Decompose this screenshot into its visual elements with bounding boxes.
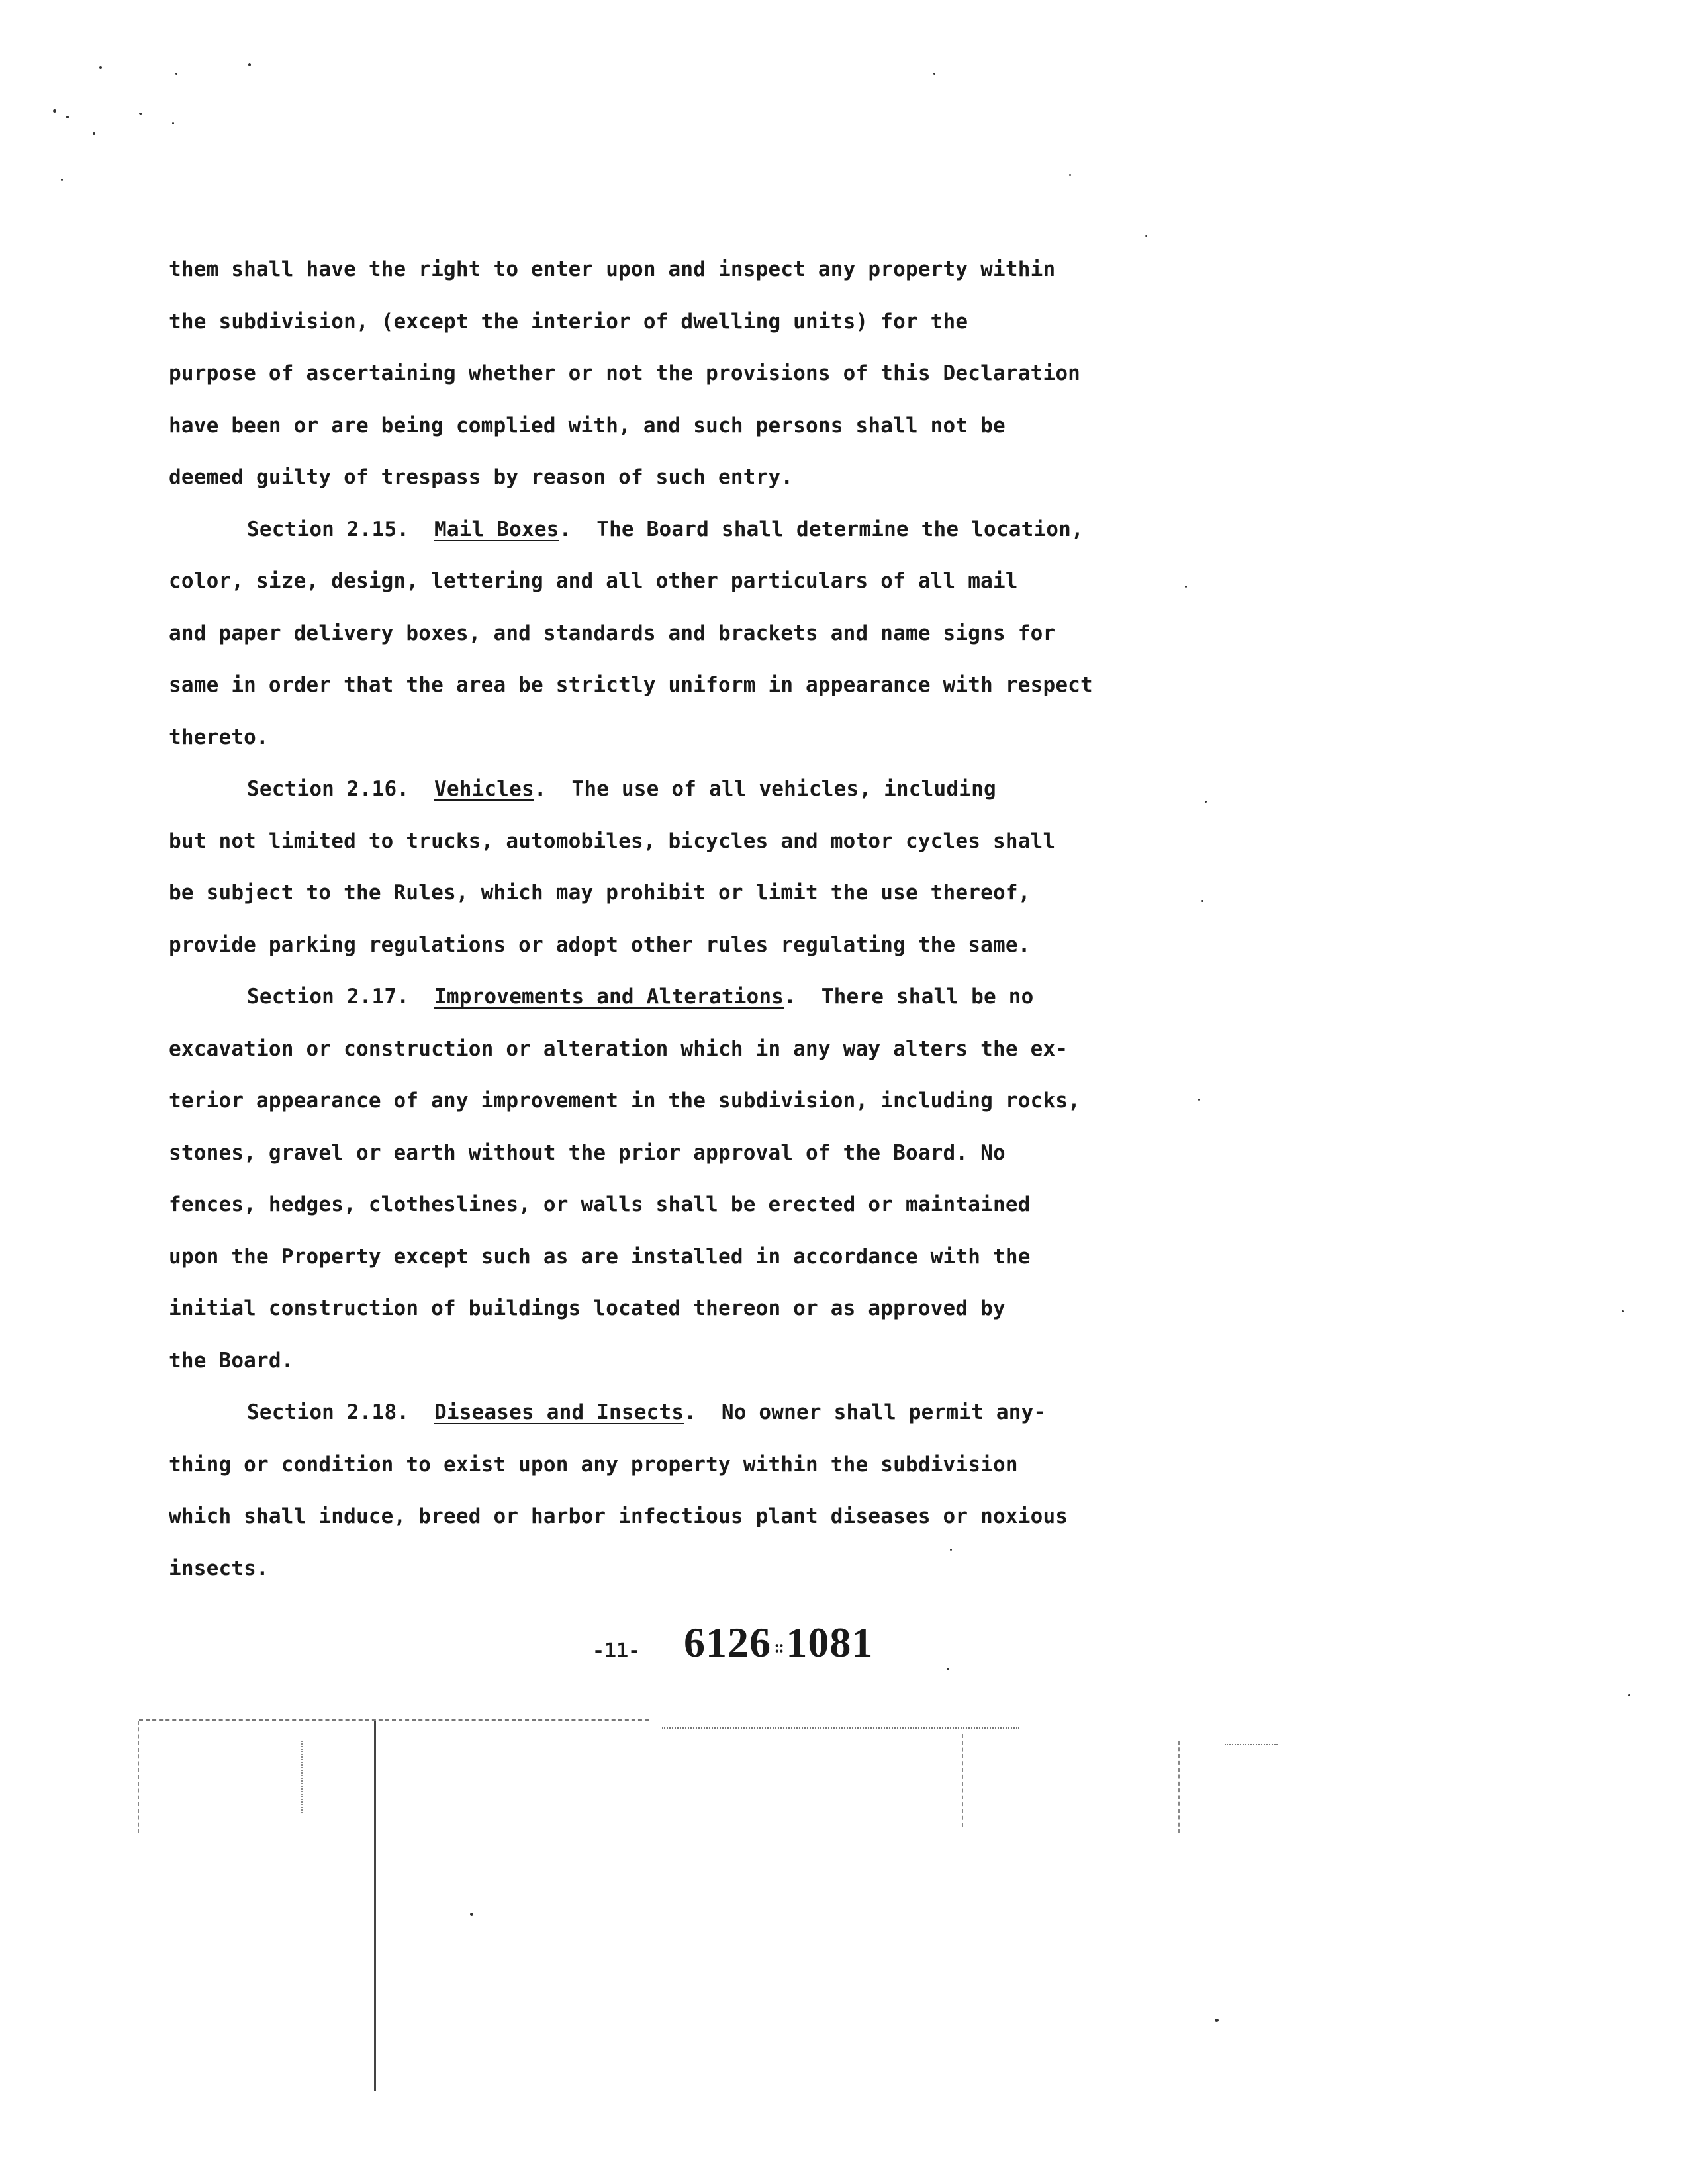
- section-first-line-text: The Board shall determine the location,: [596, 517, 1084, 541]
- body-line: provide parking regulations or adopt other rules regulating the same.: [169, 933, 1031, 957]
- stamp-separator: ::: [771, 1637, 786, 1657]
- section-heading: Diseases and Insects: [434, 1400, 684, 1424]
- scan-artifact-line: [1225, 1744, 1278, 1745]
- body-line: excavation or construction or alteration which in any way alters the ex-: [169, 1036, 1068, 1061]
- body-line: terior appearance of any improvement in the subdivision, including rocks,: [169, 1089, 1081, 1113]
- scan-artifact-line: [962, 1734, 963, 1827]
- page-number: -11-: [592, 1639, 641, 1662]
- section-first-line-text: There shall be no: [821, 985, 1034, 1009]
- body-line: color, size, design, lettering and all other particulars of all mail: [169, 569, 1018, 593]
- scan-speck: [99, 66, 102, 69]
- section-2-16-first-line: Section 2.16. Vehicles. The use of all vehicles, including: [247, 777, 996, 801]
- body-line: have been or are being complied with, and such persons shall not be: [169, 413, 1006, 437]
- body-line: initial construction of buildings located thereon or as approved by: [169, 1297, 1006, 1320]
- scan-speck: [53, 109, 56, 113]
- body-line: be subject to the Rules, which may prohibit or limit the use thereof,: [169, 881, 1031, 905]
- page-footer: [592, 1618, 990, 1678]
- scan-speck: [933, 73, 935, 75]
- scan-speck: [175, 73, 177, 75]
- section-first-line-text: The use of all vehicles, including: [571, 777, 996, 801]
- scan-speck: [1215, 2019, 1219, 2022]
- scan-speck: [1622, 1310, 1624, 1312]
- scan-speck: [93, 132, 95, 135]
- scan-artifact-line: [1178, 1741, 1180, 1833]
- scan-speck: [1198, 1099, 1200, 1101]
- body-line: the Board.: [169, 1348, 294, 1373]
- body-line: purpose of ascertaining whether or not the provisions of this Declaration: [169, 361, 1081, 385]
- body-line: thereto.: [169, 725, 269, 749]
- section-label: Section 2.16.: [247, 777, 410, 801]
- scan-speck: [1069, 174, 1071, 176]
- body-line: them shall have the right to enter upon and inspect any property within: [169, 257, 1056, 281]
- scan-artifact-line: [138, 1721, 139, 1833]
- section-label: Section 2.18.: [247, 1400, 410, 1424]
- body-line: which shall induce, breed or harbor infectious plant diseases or noxious: [169, 1504, 1068, 1528]
- scan-speck: [1201, 900, 1203, 902]
- section-2-17-first-line: Section 2.17. Improvements and Alterations. There shall be no: [247, 985, 1034, 1009]
- recording-stamp: [684, 1618, 873, 1667]
- section-first-line-text: No owner shall permit any-: [721, 1400, 1047, 1424]
- scan-artifact-line: [301, 1741, 303, 1813]
- body-line: thing or condition to exist upon any property within the subdivision: [169, 1452, 1018, 1477]
- section-2-18-first-line: Section 2.18. Diseases and Insects. No owner shall permit any-: [247, 1400, 1047, 1424]
- body-line: upon the Property except such as are installed in accordance with the: [169, 1244, 1031, 1269]
- body-line: insects.: [169, 1556, 269, 1580]
- body-line: the subdivision, (except the interior of dwelling units) for the: [169, 309, 968, 334]
- body-line: and paper delivery boxes, and standards and brackets and name signs for: [169, 621, 1056, 645]
- body-line: deemed guilty of trespass by reason of such entry.: [169, 465, 794, 489]
- section-heading: Mail Boxes: [434, 517, 559, 541]
- scan-speck: [1145, 235, 1147, 237]
- scan-speck: [66, 116, 69, 118]
- scan-speck: [1628, 1694, 1630, 1696]
- scan-artifact-line: [374, 1721, 376, 2091]
- section-heading: Improvements and Alterations: [434, 985, 784, 1009]
- scan-speck: [1185, 586, 1187, 588]
- body-line: same in order that the area be strictly uniform in appearance with respect: [169, 673, 1093, 697]
- scan-speck: [1205, 801, 1207, 803]
- section-heading: Vehicles: [434, 777, 534, 801]
- book-number: 6126: [684, 1619, 771, 1666]
- section-label: Section 2.17.: [247, 985, 410, 1009]
- scan-artifact-line: [662, 1727, 1019, 1729]
- scan-speck: [470, 1913, 473, 1916]
- scan-speck: [248, 63, 251, 66]
- scan-speck: [139, 113, 142, 115]
- body-line: fences, hedges, clotheslines, or walls shall be erected or maintained: [169, 1193, 1031, 1216]
- scan-artifact-line: [139, 1719, 649, 1721]
- document-body: [169, 244, 1175, 1594]
- section-label: Section 2.15.: [247, 517, 410, 541]
- body-line: stones, gravel or earth without the prior approval of the Board. No: [169, 1140, 1006, 1165]
- page-stamp: 1081: [786, 1619, 874, 1666]
- scan-speck: [172, 122, 174, 124]
- scan-speck: [61, 179, 63, 181]
- body-line: but not limited to trucks, automobiles, bicycles and motor cycles shall: [169, 829, 1056, 853]
- section-2-15-first-line: Section 2.15. Mail Boxes. The Board shall determine the location,: [247, 517, 1084, 541]
